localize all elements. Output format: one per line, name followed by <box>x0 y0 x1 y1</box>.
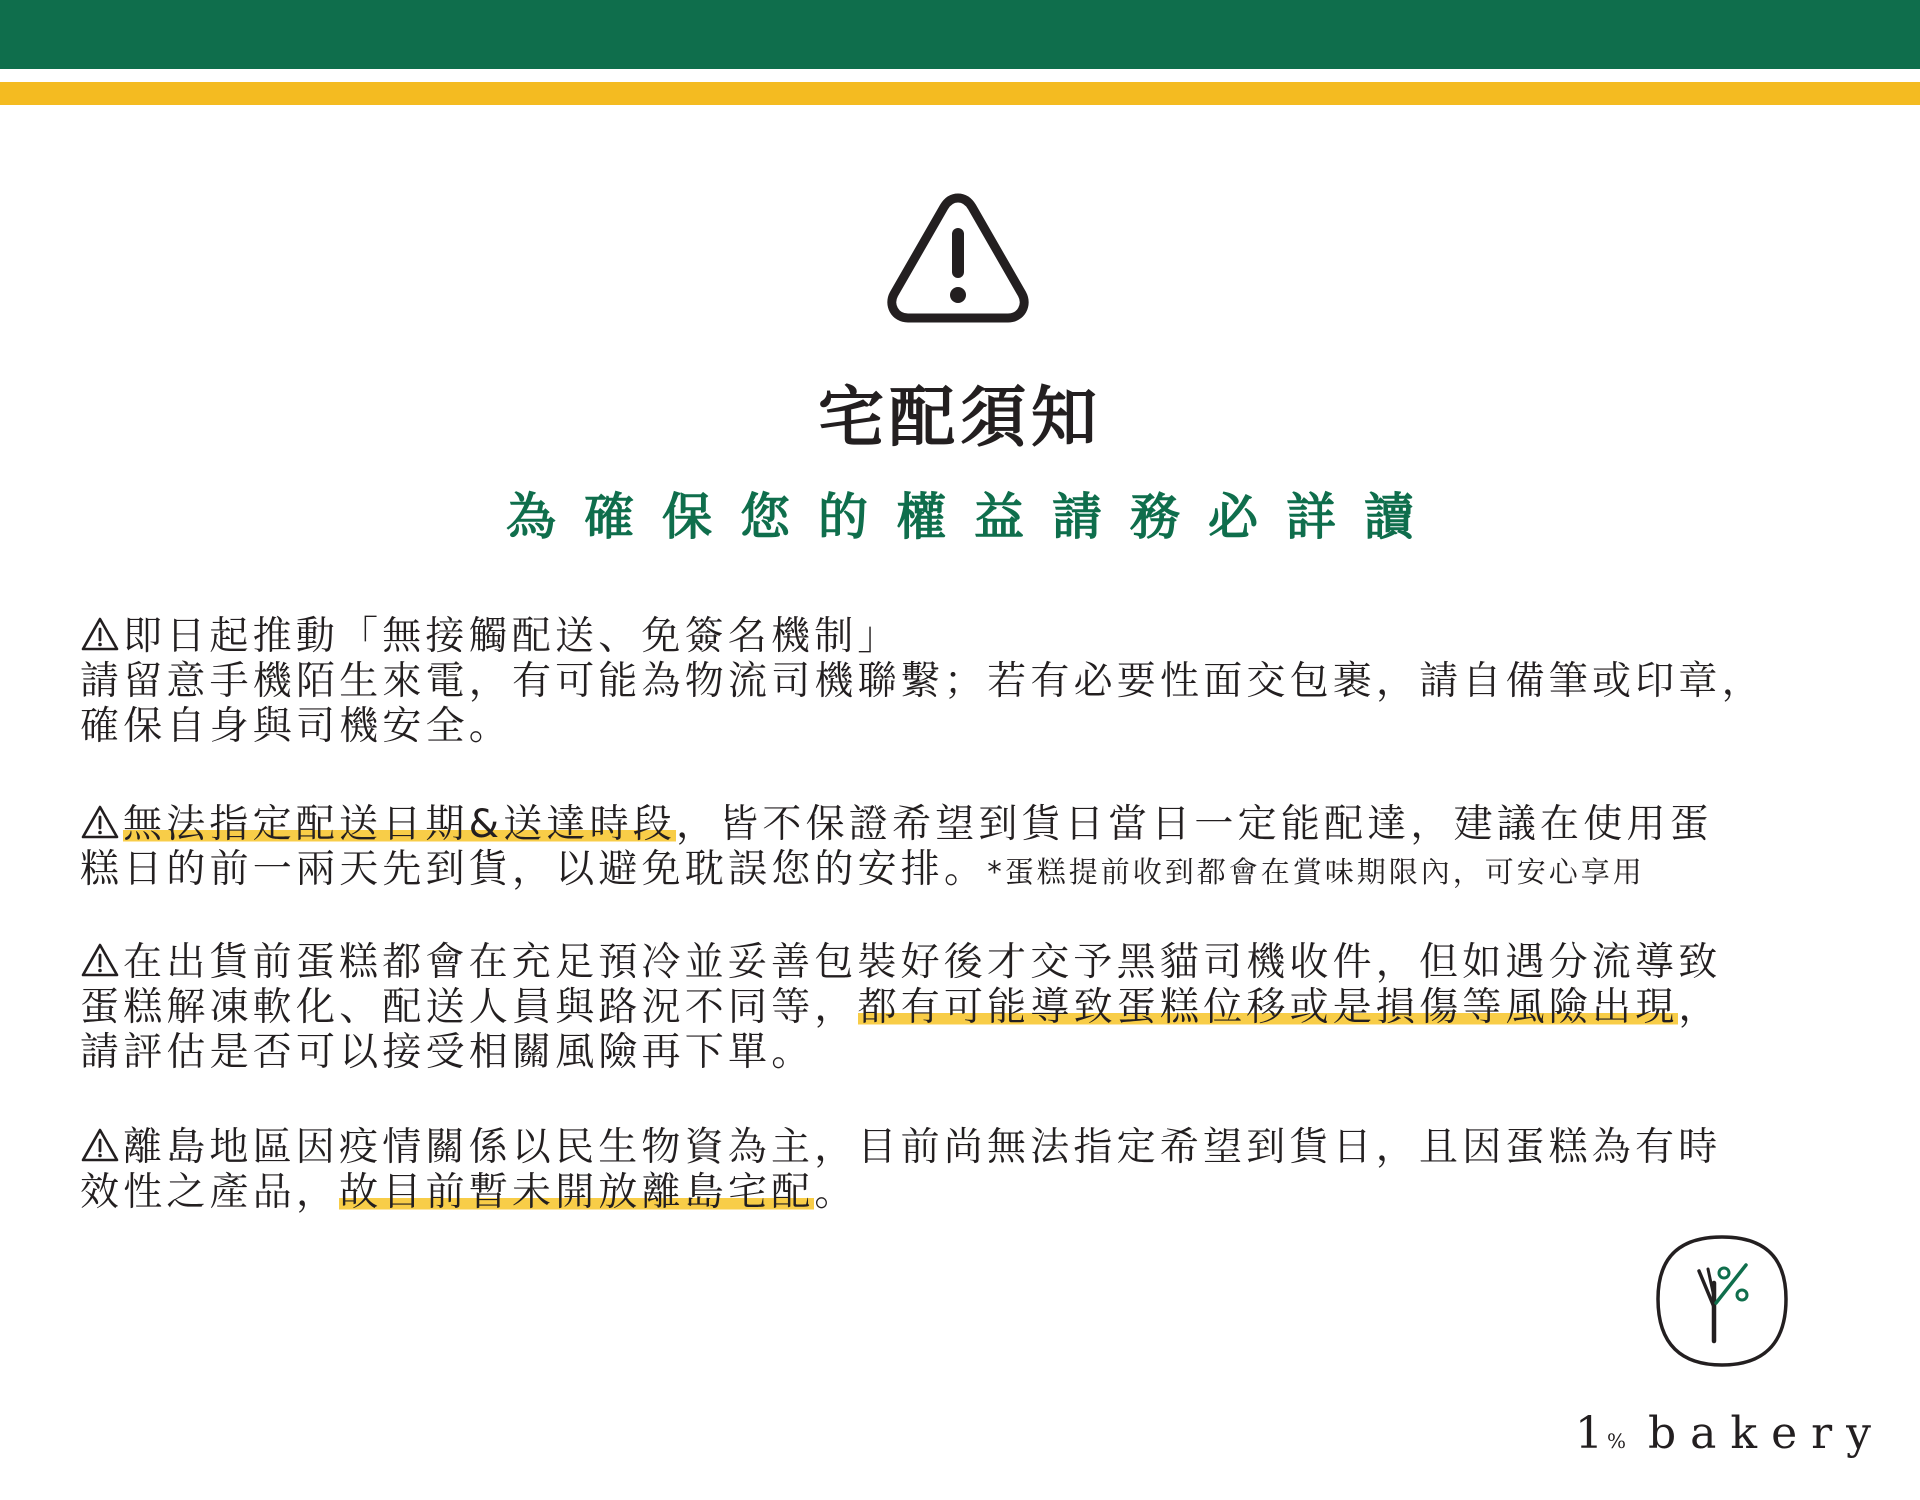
sprout-percent-logo-icon <box>1654 1233 1790 1369</box>
notice-text: 效性之產品， <box>80 1170 340 1215</box>
notice-packaging-risk <box>80 940 1870 1075</box>
notice-text: 請評估是否可以接受相關風險再下單。 <box>80 1030 815 1075</box>
notice-text: 蛋糕解凍軟化、配送人員與路況不同等， <box>80 985 858 1030</box>
notice-text: 請留意手機陌生來電，有可能為物流司機聯繫；若有必要性面交包裹，請自備筆或印章， <box>80 659 1765 704</box>
highlight-text: 故目前暫未開放離島宅配 <box>339 1170 815 1215</box>
notice-text: 糕日的前一兩天先到貨，以避免耽誤您的安排。 <box>80 847 988 892</box>
notice-text: ，皆不保證希望到貨日當日一定能配達，建議在使用蛋 <box>676 802 1713 847</box>
notice-line <box>80 802 1870 847</box>
notice-text: 即日起推動「無接觸配送、免簽名機制」 <box>123 614 901 659</box>
notice-line <box>80 1125 1870 1170</box>
notice-line <box>80 847 1870 892</box>
warning-triangle-outline-icon <box>80 1127 120 1164</box>
highlight-text: 無法指定配送日期&送達時段 <box>123 802 677 847</box>
brand-percent: % <box>1607 1429 1627 1453</box>
notice-delivery-date <box>80 802 1870 892</box>
page-title: 宅配須知 <box>818 379 1102 456</box>
brand-word: bakery <box>1648 1408 1886 1459</box>
notice-text: ， <box>1678 985 1722 1030</box>
warning-triangle-outline-icon <box>80 942 120 979</box>
page-subtitle: 為確保您的權益請務必詳讀 <box>506 488 1442 546</box>
notice-text: 在出貨前蛋糕都會在充足預冷並妥善包裝好後才交予黑貓司機收件，但如遇分流導致 <box>123 940 1722 985</box>
notice-line <box>80 1170 1870 1215</box>
highlight-text: 都有可能導致蛋糕位移或是損傷等風險出現 <box>857 985 1679 1030</box>
notice-footnote: *蛋糕提前收到都會在賞味期限內，可安心享用 <box>987 855 1645 889</box>
notice-text: 確保自身與司機安全。 <box>80 704 513 749</box>
notice-offshore-islands <box>80 1125 1870 1215</box>
notice-line <box>80 614 1870 659</box>
warning-triangle-outline-icon <box>80 616 120 653</box>
notice-text: 。 <box>814 1170 858 1215</box>
brand-one: 1 <box>1575 1408 1603 1459</box>
warning-triangle-outline-icon <box>80 804 120 841</box>
warning-triangle-icon <box>885 190 1031 328</box>
notice-line <box>80 985 1870 1030</box>
notice-text: 離島地區因疫情關係以民生物資為主，目前尚無法指定希望到貨日，且因蛋糕為有時 <box>123 1125 1722 1170</box>
notice-contactless <box>80 614 1870 749</box>
notice-line <box>80 940 1870 985</box>
top-yellow-band <box>0 82 1920 105</box>
brand-wordmark <box>1575 1404 1886 1471</box>
top-green-band <box>0 0 1920 69</box>
